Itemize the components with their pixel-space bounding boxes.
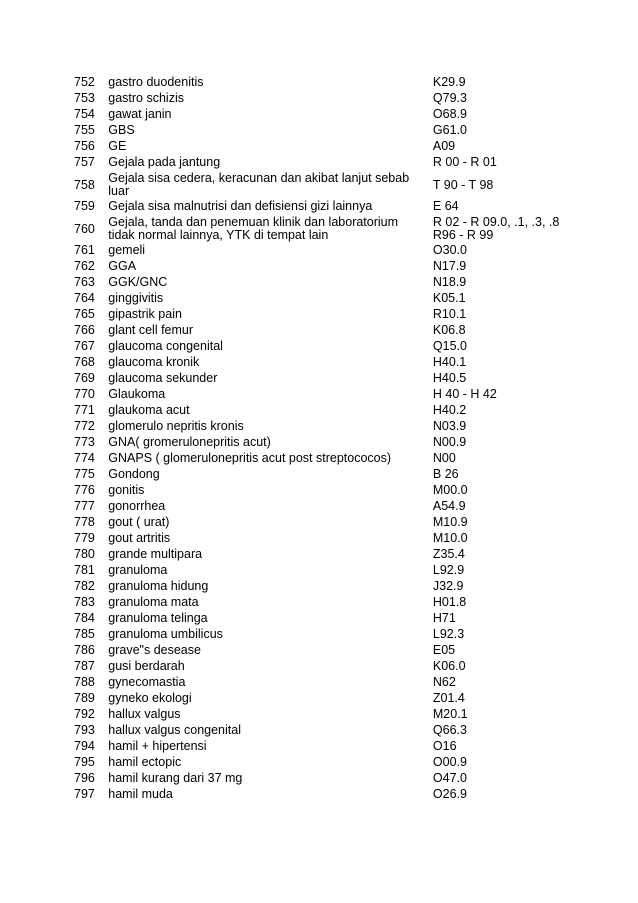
icd-code xyxy=(433,595,568,611)
row-number: 765 xyxy=(74,307,95,321)
table-row xyxy=(74,243,568,259)
icd-code xyxy=(433,403,568,419)
row-number: 760 xyxy=(74,221,95,236)
diagnosis-name-line: Gejala pada jantung xyxy=(108,155,221,169)
table-row xyxy=(74,171,568,199)
diagnosis-name xyxy=(108,307,433,323)
diagnosis-name-line: Gejala sisa malnutrisi dan defisiensi gizi lainnya xyxy=(108,199,373,213)
icd-code xyxy=(433,675,568,691)
diagnosis-name-line: Gondong xyxy=(108,467,160,481)
diagnosis-name xyxy=(108,627,433,643)
diagnosis-name-line: GGK/GNC xyxy=(108,275,168,289)
diagnosis-name-line: glaucoma kronik xyxy=(108,355,200,369)
table-row xyxy=(74,531,568,547)
icd-code xyxy=(433,515,568,531)
table-row xyxy=(74,199,568,215)
row-number: 766 xyxy=(74,323,95,337)
diagnosis-name xyxy=(108,435,433,451)
diagnosis-code-table xyxy=(74,75,568,803)
table-row xyxy=(74,739,568,755)
diagnosis-name-line: hallux valgus xyxy=(108,707,181,721)
row-number: 781 xyxy=(74,563,95,577)
table-row xyxy=(74,75,568,91)
row-number: 780 xyxy=(74,547,95,561)
icd-code-line: Q15.0 xyxy=(432,339,467,353)
row-number: 770 xyxy=(74,387,95,401)
table-row xyxy=(74,215,568,243)
table-row xyxy=(74,771,568,787)
diagnosis-name-line: gout ( urat) xyxy=(108,515,170,529)
row-number: 771 xyxy=(74,403,95,417)
icd-code-line: L92.3 xyxy=(432,627,465,641)
icd-code-line: K06.8 xyxy=(432,323,466,337)
table-row xyxy=(74,787,568,803)
diagnosis-name xyxy=(108,611,433,627)
row-number: 759 xyxy=(74,199,95,213)
table-row xyxy=(74,563,568,579)
diagnosis-name-line: hamil kurang dari 37 mg xyxy=(108,771,243,785)
diagnosis-name xyxy=(108,155,433,171)
diagnosis-name-line: tidak normal lainnya, YTK di tempat lain xyxy=(108,228,329,242)
icd-code-line: K29.9 xyxy=(432,75,466,89)
diagnosis-name xyxy=(108,787,433,803)
table-row xyxy=(74,123,568,139)
icd-code xyxy=(433,771,568,787)
icd-code-line: N00 xyxy=(432,451,456,465)
icd-code xyxy=(433,171,568,199)
icd-code xyxy=(433,155,568,171)
table-row xyxy=(74,435,568,451)
row-number: 756 xyxy=(74,139,95,153)
icd-code-line: E05 xyxy=(432,643,456,657)
diagnosis-name xyxy=(108,355,433,371)
diagnosis-name xyxy=(108,499,433,515)
table-row xyxy=(74,355,568,371)
icd-code xyxy=(433,291,568,307)
table-row xyxy=(74,499,568,515)
icd-code xyxy=(433,275,568,291)
row-number: 789 xyxy=(74,691,95,705)
icd-code xyxy=(433,499,568,515)
icd-code-line: R 02 - R 09.0, .1, .3, .8 xyxy=(432,215,560,229)
row-number: 785 xyxy=(74,627,95,641)
diagnosis-name xyxy=(108,547,433,563)
diagnosis-name xyxy=(108,291,433,307)
diagnosis-name xyxy=(108,691,433,707)
icd-code-line: G61.0 xyxy=(432,123,467,137)
row-number: 783 xyxy=(74,595,95,609)
icd-code xyxy=(433,215,568,243)
diagnosis-name xyxy=(108,123,433,139)
diagnosis-name xyxy=(108,723,433,739)
row-number: 784 xyxy=(74,611,95,625)
diagnosis-name-line: glant cell femur xyxy=(108,323,194,337)
diagnosis-name-line: gonorrhea xyxy=(108,499,166,513)
diagnosis-name xyxy=(108,323,433,339)
table-row xyxy=(74,659,568,675)
row-number: 761 xyxy=(74,243,95,257)
icd-code-line: Z35.4 xyxy=(432,547,465,561)
diagnosis-name xyxy=(108,107,433,123)
table-row xyxy=(74,339,568,355)
diagnosis-name-line: glaukoma acut xyxy=(108,403,190,417)
row-number: 776 xyxy=(74,483,95,497)
icd-code xyxy=(433,643,568,659)
icd-code-line: A54.9 xyxy=(432,499,466,513)
icd-code-line: H40.5 xyxy=(432,371,467,385)
icd-code-line: R10.1 xyxy=(432,307,467,321)
diagnosis-name-line: Glaukoma xyxy=(108,387,166,401)
table-row xyxy=(74,259,568,275)
row-number: 774 xyxy=(74,451,95,465)
diagnosis-name-line: Gejala sisa cedera, keracunan dan akibat lanjut sebab xyxy=(108,171,410,185)
row-number: 753 xyxy=(74,91,95,105)
table-row xyxy=(74,515,568,531)
icd-code-line: N18.9 xyxy=(432,275,467,289)
icd-code-line: R96 - R 99 xyxy=(432,228,494,242)
icd-code-line: Z01.4 xyxy=(432,691,465,705)
row-number: 758 xyxy=(74,177,95,192)
icd-code-line: J32.9 xyxy=(432,579,464,593)
table-row xyxy=(74,483,568,499)
row-number: 767 xyxy=(74,339,95,353)
row-number: 754 xyxy=(74,107,95,121)
row-number: 752 xyxy=(74,75,95,89)
row-number: 778 xyxy=(74,515,95,529)
icd-code xyxy=(433,435,568,451)
diagnosis-name-line: Gejala, tanda dan penemuan klinik dan laboratorium xyxy=(108,215,399,229)
diagnosis-name-line: gonitis xyxy=(108,483,145,497)
row-number: 793 xyxy=(74,723,95,737)
icd-code-line: T 90 - T 98 xyxy=(432,177,494,192)
icd-code-line: O16 xyxy=(432,739,457,753)
icd-code xyxy=(433,419,568,435)
table-row xyxy=(74,643,568,659)
row-number: 762 xyxy=(74,259,95,273)
diagnosis-name xyxy=(108,339,433,355)
icd-code xyxy=(433,451,568,467)
table-row xyxy=(74,579,568,595)
diagnosis-name-line: ginggivitis xyxy=(108,291,164,305)
icd-code xyxy=(433,323,568,339)
diagnosis-name-line: gyneko ekologi xyxy=(108,691,192,705)
icd-code-line: K05.1 xyxy=(432,291,466,305)
icd-code xyxy=(433,723,568,739)
row-number: 797 xyxy=(74,787,95,801)
row-number: 786 xyxy=(74,643,95,657)
icd-code-line: M10.9 xyxy=(432,515,468,529)
row-number: 755 xyxy=(74,123,95,137)
table-row xyxy=(74,107,568,123)
table-row xyxy=(74,291,568,307)
icd-code-line: K06.0 xyxy=(432,659,466,673)
table-row xyxy=(74,323,568,339)
diagnosis-name-line: hamil ectopic xyxy=(108,755,182,769)
table-row xyxy=(74,675,568,691)
icd-code-line: B 26 xyxy=(432,467,459,481)
diagnosis-name-line: GNA( gromerulonepritis acut) xyxy=(108,435,271,449)
diagnosis-name xyxy=(108,451,433,467)
diagnosis-name xyxy=(108,171,433,199)
table-row xyxy=(74,467,568,483)
icd-code-line: O47.0 xyxy=(432,771,467,785)
diagnosis-name-line: grave"s desease xyxy=(108,643,201,657)
icd-code xyxy=(433,307,568,323)
table-row xyxy=(74,139,568,155)
diagnosis-code-table-body xyxy=(74,75,568,803)
icd-code-line: H71 xyxy=(432,611,456,625)
icd-code xyxy=(433,243,568,259)
row-number: 788 xyxy=(74,675,95,689)
icd-code-line: Q79.3 xyxy=(432,91,467,105)
diagnosis-name xyxy=(108,563,433,579)
table-row xyxy=(74,307,568,323)
icd-code xyxy=(433,371,568,387)
diagnosis-name-line: gastro schizis xyxy=(108,91,184,105)
row-number: 757 xyxy=(74,155,95,169)
diagnosis-name xyxy=(108,139,433,155)
icd-code xyxy=(433,467,568,483)
diagnosis-name xyxy=(108,243,433,259)
icd-code-line: A09 xyxy=(432,139,456,153)
icd-code-line: N03.9 xyxy=(432,419,467,433)
icd-code xyxy=(433,123,568,139)
icd-code-line: M00.0 xyxy=(432,483,468,497)
diagnosis-name xyxy=(108,275,433,291)
row-number: 794 xyxy=(74,739,95,753)
icd-code-line: H01.8 xyxy=(432,595,467,609)
diagnosis-name xyxy=(108,595,433,611)
diagnosis-name-line: glaucoma sekunder xyxy=(108,371,218,385)
table-row xyxy=(74,371,568,387)
icd-code-line: R 00 - R 01 xyxy=(432,155,497,169)
diagnosis-name xyxy=(108,531,433,547)
row-number: 775 xyxy=(74,467,95,481)
diagnosis-name xyxy=(108,739,433,755)
diagnosis-name xyxy=(108,91,433,107)
diagnosis-name xyxy=(108,659,433,675)
diagnosis-name xyxy=(108,75,433,91)
diagnosis-name-line: hamil muda xyxy=(108,787,173,801)
row-number: 779 xyxy=(74,531,95,545)
table-row xyxy=(74,547,568,563)
icd-code-line: H 40 - H 42 xyxy=(432,387,497,401)
icd-code xyxy=(433,707,568,723)
diagnosis-name-line: glaucoma congenital xyxy=(108,339,223,353)
icd-code xyxy=(433,739,568,755)
icd-code xyxy=(433,339,568,355)
row-number: 796 xyxy=(74,771,95,785)
diagnosis-name xyxy=(108,467,433,483)
diagnosis-name-line: gusi berdarah xyxy=(108,659,185,673)
table-row xyxy=(74,611,568,627)
table-row xyxy=(74,691,568,707)
diagnosis-name xyxy=(108,675,433,691)
diagnosis-name-line: granuloma telinga xyxy=(108,611,208,625)
diagnosis-name-line: granuloma hidung xyxy=(108,579,209,593)
diagnosis-name xyxy=(108,215,433,243)
row-number: 763 xyxy=(74,275,95,289)
diagnosis-name-line: GE xyxy=(108,139,127,153)
icd-code-line: Q66.3 xyxy=(432,723,467,737)
diagnosis-name-line: gawat janin xyxy=(108,107,172,121)
row-number: 773 xyxy=(74,435,95,449)
table-row xyxy=(74,723,568,739)
diagnosis-name xyxy=(108,259,433,275)
icd-code xyxy=(433,75,568,91)
icd-code-line: M10.0 xyxy=(432,531,468,545)
diagnosis-name xyxy=(108,419,433,435)
icd-code xyxy=(433,659,568,675)
row-number: 792 xyxy=(74,707,95,721)
diagnosis-name-line: grande multipara xyxy=(108,547,203,561)
icd-code-line: O30.0 xyxy=(432,243,467,257)
icd-code xyxy=(433,139,568,155)
icd-code xyxy=(433,107,568,123)
row-number: 772 xyxy=(74,419,95,433)
table-row xyxy=(74,403,568,419)
icd-code xyxy=(433,627,568,643)
diagnosis-name xyxy=(108,771,433,787)
icd-code-line: L92.9 xyxy=(432,563,465,577)
diagnosis-name-line: granuloma umbilicus xyxy=(108,627,223,641)
diagnosis-name-line: hamil + hipertensi xyxy=(108,739,207,753)
diagnosis-name xyxy=(108,707,433,723)
row-number: 768 xyxy=(74,355,95,369)
table-row xyxy=(74,707,568,723)
icd-code xyxy=(433,787,568,803)
table-row xyxy=(74,627,568,643)
icd-code xyxy=(433,691,568,707)
icd-code xyxy=(433,547,568,563)
diagnosis-name xyxy=(108,371,433,387)
diagnosis-name xyxy=(108,643,433,659)
diagnosis-name-line: gastro duodenitis xyxy=(108,75,204,89)
diagnosis-name-line: granuloma mata xyxy=(108,595,199,609)
table-row xyxy=(74,275,568,291)
row-number: 777 xyxy=(74,499,95,513)
icd-code-line: N62 xyxy=(432,675,456,689)
diagnosis-name-line: GNAPS ( glomerulonepritis acut post streptococos) xyxy=(108,451,392,465)
row-number: 782 xyxy=(74,579,95,593)
table-row xyxy=(74,419,568,435)
diagnosis-name-line: GGA xyxy=(108,259,137,273)
icd-code xyxy=(433,91,568,107)
row-number: 764 xyxy=(74,291,95,305)
table-row xyxy=(74,155,568,171)
diagnosis-name-line: glomerulo nepritis kronis xyxy=(108,419,244,433)
table-row xyxy=(74,755,568,771)
diagnosis-name-line: gynecomastia xyxy=(108,675,186,689)
diagnosis-name-line: gipastrik pain xyxy=(108,307,182,321)
icd-code-line: N00.9 xyxy=(432,435,467,449)
icd-code-line: O68.9 xyxy=(432,107,467,121)
icd-code xyxy=(433,387,568,403)
icd-code xyxy=(433,579,568,595)
diagnosis-name-line: GBS xyxy=(108,123,135,137)
icd-code xyxy=(433,483,568,499)
icd-code xyxy=(433,611,568,627)
icd-code xyxy=(433,531,568,547)
diagnosis-name-line: gout artritis xyxy=(108,531,171,545)
table-row xyxy=(74,387,568,403)
icd-code xyxy=(433,755,568,771)
icd-code-line: E 64 xyxy=(432,199,459,213)
diagnosis-name-line: granuloma xyxy=(108,563,168,577)
icd-code-line: N17.9 xyxy=(432,259,467,273)
diagnosis-name xyxy=(108,387,433,403)
row-number: 787 xyxy=(74,659,95,673)
diagnosis-name xyxy=(108,579,433,595)
icd-code-line: O00.9 xyxy=(432,755,467,769)
diagnosis-name xyxy=(108,515,433,531)
diagnosis-name-line: gemeli xyxy=(108,243,146,257)
diagnosis-name xyxy=(108,483,433,499)
icd-code xyxy=(433,199,568,215)
icd-code-line: H40.1 xyxy=(432,355,467,369)
icd-code-line: H40.2 xyxy=(432,403,467,417)
table-row xyxy=(74,91,568,107)
row-number: 795 xyxy=(74,755,95,769)
icd-code-line: O26.9 xyxy=(432,787,467,801)
diagnosis-name-line: hallux valgus congenital xyxy=(108,723,241,737)
table-row xyxy=(74,595,568,611)
icd-code-line: M20.1 xyxy=(432,707,468,721)
diagnosis-name xyxy=(108,755,433,771)
icd-code xyxy=(433,259,568,275)
diagnosis-name-line: luar xyxy=(108,184,130,198)
diagnosis-name xyxy=(108,403,433,419)
icd-code xyxy=(433,355,568,371)
diagnosis-name xyxy=(108,199,433,215)
row-number: 769 xyxy=(74,371,95,385)
icd-code xyxy=(433,563,568,579)
table-row xyxy=(74,451,568,467)
